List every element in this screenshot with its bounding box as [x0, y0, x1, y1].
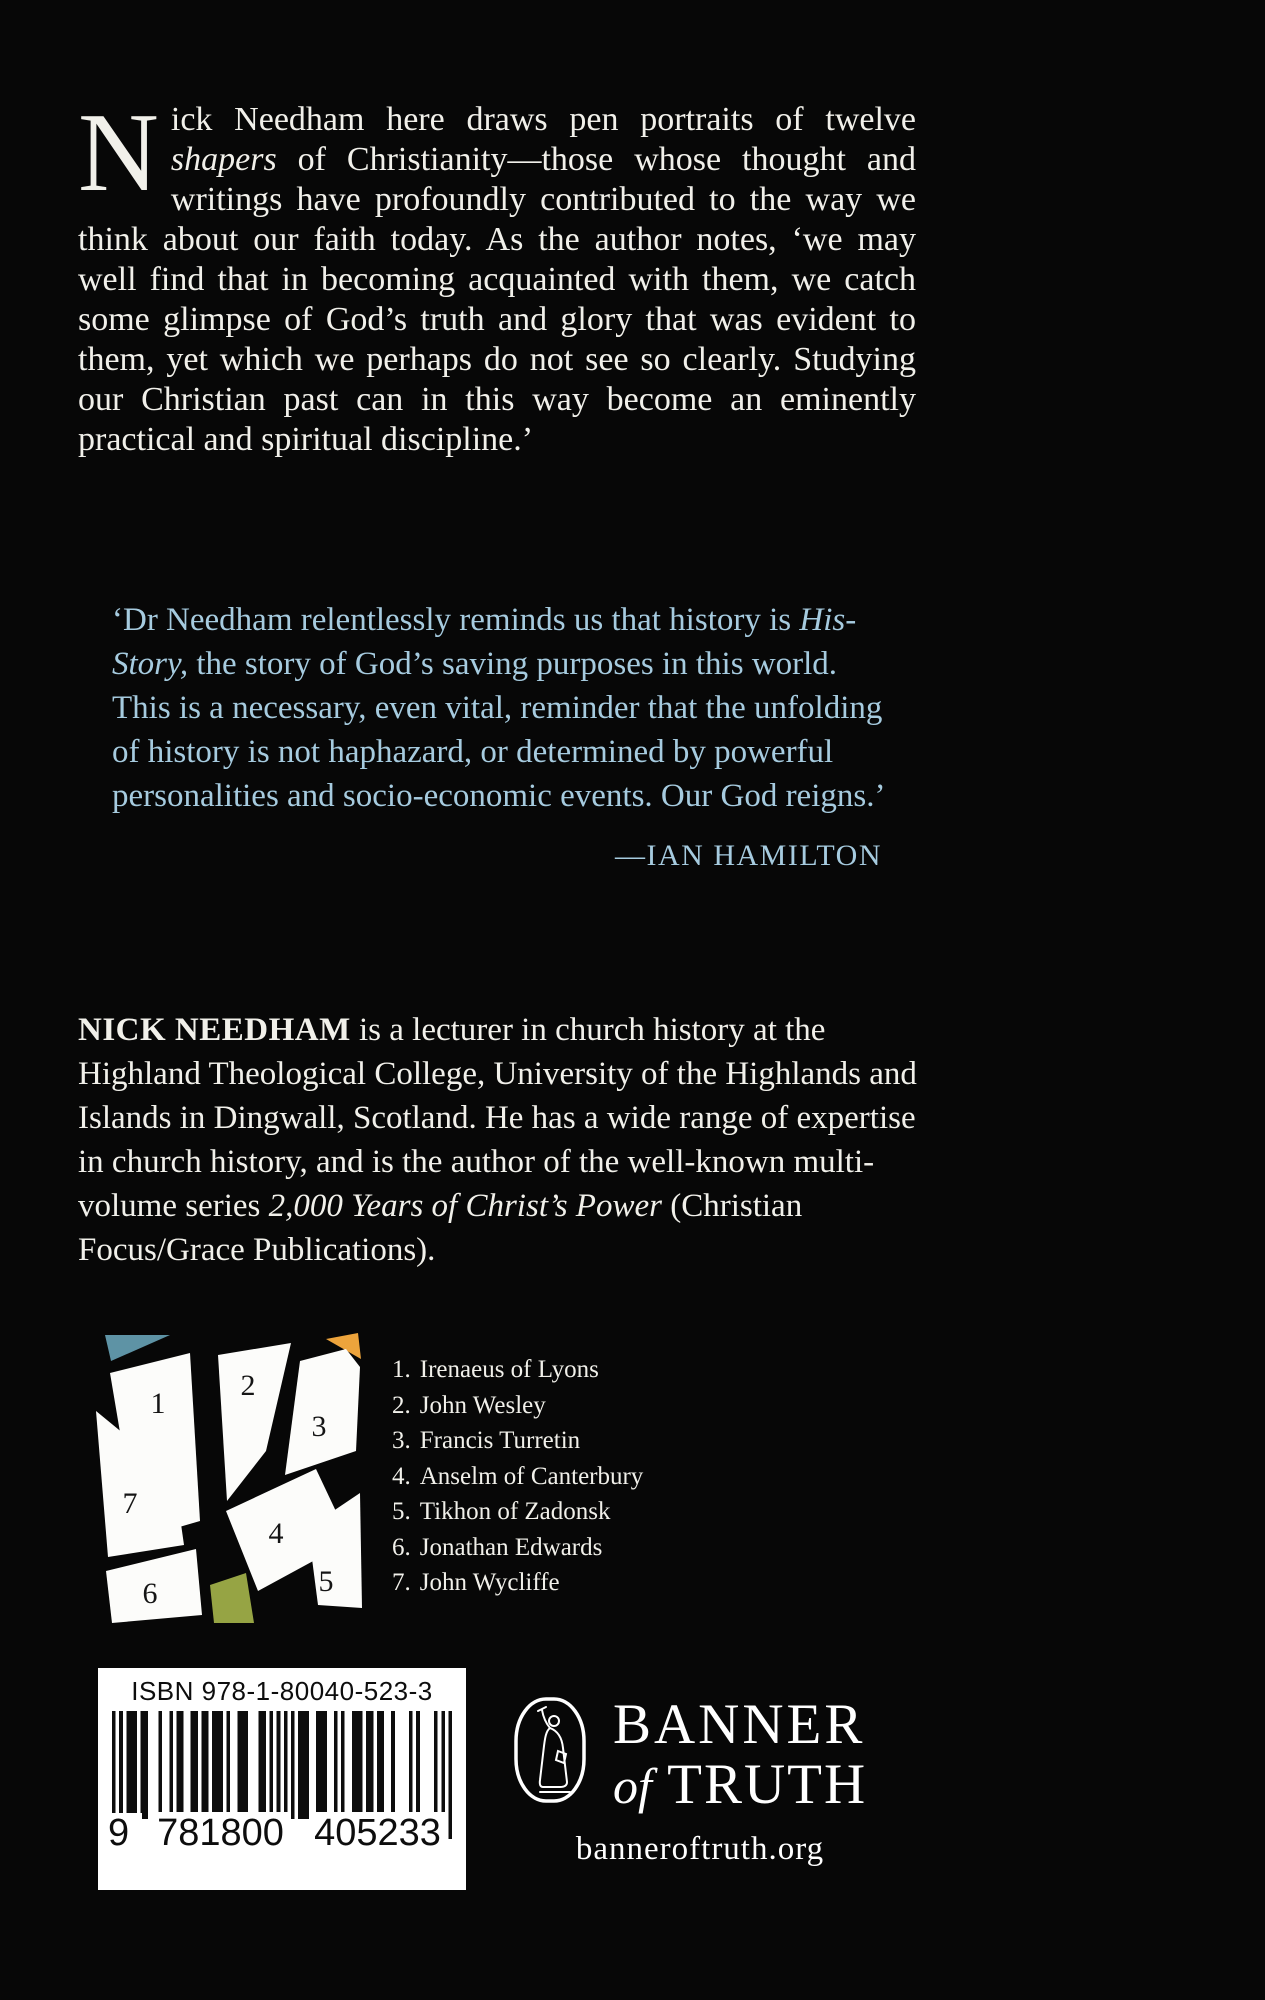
list-item-name: Tikhon of Zadonsk [419, 1498, 611, 1525]
list-item [392, 1352, 752, 1388]
bio-text-2: (Christian Focus/Grace Publications). [78, 1188, 803, 1268]
list-item [392, 1530, 752, 1566]
list-item-name: John Wycliffe [419, 1569, 560, 1596]
mosaic-number-6: 6 [142, 1577, 158, 1610]
bio-series-title: 2,000 Years of Christ’s Power [268, 1188, 662, 1224]
list-item-name: Francis Turretin [419, 1427, 581, 1454]
mosaic-number-7: 7 [122, 1487, 138, 1520]
barcode-digit-group: 405233 [299, 1813, 456, 1853]
mosaic-cover-graphic [78, 1333, 362, 1623]
isbn-label: ISBN 978-1-80040-523-3 [131, 1676, 433, 1706]
barcode-digits [108, 1813, 456, 1853]
publisher-website: banneroftruth.org [575, 1831, 825, 1867]
blurb-paragraph [78, 91, 916, 460]
publisher-name-line1: BANNER [613, 1693, 866, 1756]
mosaic-number-4: 4 [268, 1517, 284, 1550]
list-item [392, 1565, 752, 1601]
blurb-rest: of Christianity—those whose thought and writings have profoundly contributed to the way we think about our faith today. As the author notes, ‘we may well find that in becoming acquainted with them, we catch some glimpse of God’s truth and glory that was evident to them, yet which we perhaps do not see so clearly. Studying our Christian past can in this way become an eminently practical and spiritual discipline.’ [78, 141, 916, 458]
list-item-name: John Wesley [419, 1391, 546, 1419]
barcode-digit-group: 9 [108, 1813, 142, 1853]
blurb-opening: ick Needham here draws pen portraits of twelve [170, 101, 916, 138]
mosaic-number-5: 5 [318, 1565, 334, 1598]
endorsement-opening: ‘Dr Needham relentlessly reminds us that history is [112, 602, 800, 638]
mosaic-number-1: 1 [150, 1387, 166, 1420]
mosaic-teal-shard [105, 1335, 170, 1361]
banner-of-truth-preacher-icon [513, 1696, 587, 1804]
list-item [392, 1494, 752, 1530]
list-item [392, 1459, 752, 1495]
list-item [392, 1423, 752, 1459]
list-item-number: 6. [392, 1533, 411, 1561]
mosaic-olive-shard [210, 1573, 254, 1623]
mosaic-shard-2 [218, 1343, 291, 1501]
list-item-name: Irenaeus of Lyons [419, 1356, 599, 1383]
endorsement-attribution: —IAN HAMILTON [615, 839, 882, 872]
author-name: NICK NEEDHAM [78, 1012, 351, 1048]
publisher-name-line2: of TRUTH [613, 1753, 868, 1816]
barcode-panel [98, 1668, 466, 1890]
list-item-name: Anselm of Canterbury [419, 1462, 644, 1490]
bio-text-1: is a lecturer in church history at the Highland Theological College, University of the Highlands and Islands in Dingwall, Scotland. He has a wide range of expertise in church history, and is the author of the well-known multi-volume series [78, 1012, 917, 1224]
endorsement-quote [112, 598, 900, 878]
endorsement-italic-phrase: His-Story, [112, 602, 857, 682]
drop-cap: N [78, 91, 159, 215]
list-item-number: 7. [392, 1569, 411, 1596]
publisher-name [613, 1693, 868, 1816]
mosaic-number-2: 2 [240, 1369, 256, 1402]
publisher-block [505, 1693, 895, 1868]
endorsement-rest: the story of God’s saving purposes in this world. This is a necessary, even vital, reminder that the unfolding of history is not haphazard, or determined by powerful personalities and socio-economic events. Our God reigns.’ [112, 646, 886, 814]
list-item-number: 2. [392, 1391, 411, 1419]
list-item-number: 4. [392, 1462, 411, 1490]
list-item-name: Jonathan Edwards [419, 1533, 603, 1561]
list-item-number: 1. [392, 1356, 411, 1383]
figures-list [392, 1352, 752, 1601]
list-item [392, 1388, 752, 1424]
barcode-digit-group: 781800 [142, 1813, 299, 1853]
author-bio [78, 1008, 926, 1272]
mosaic-number-3: 3 [311, 1410, 327, 1443]
blurb-italic-word: shapers [170, 141, 277, 178]
list-item-number: 5. [392, 1498, 411, 1525]
list-item-number: 3. [392, 1427, 411, 1454]
